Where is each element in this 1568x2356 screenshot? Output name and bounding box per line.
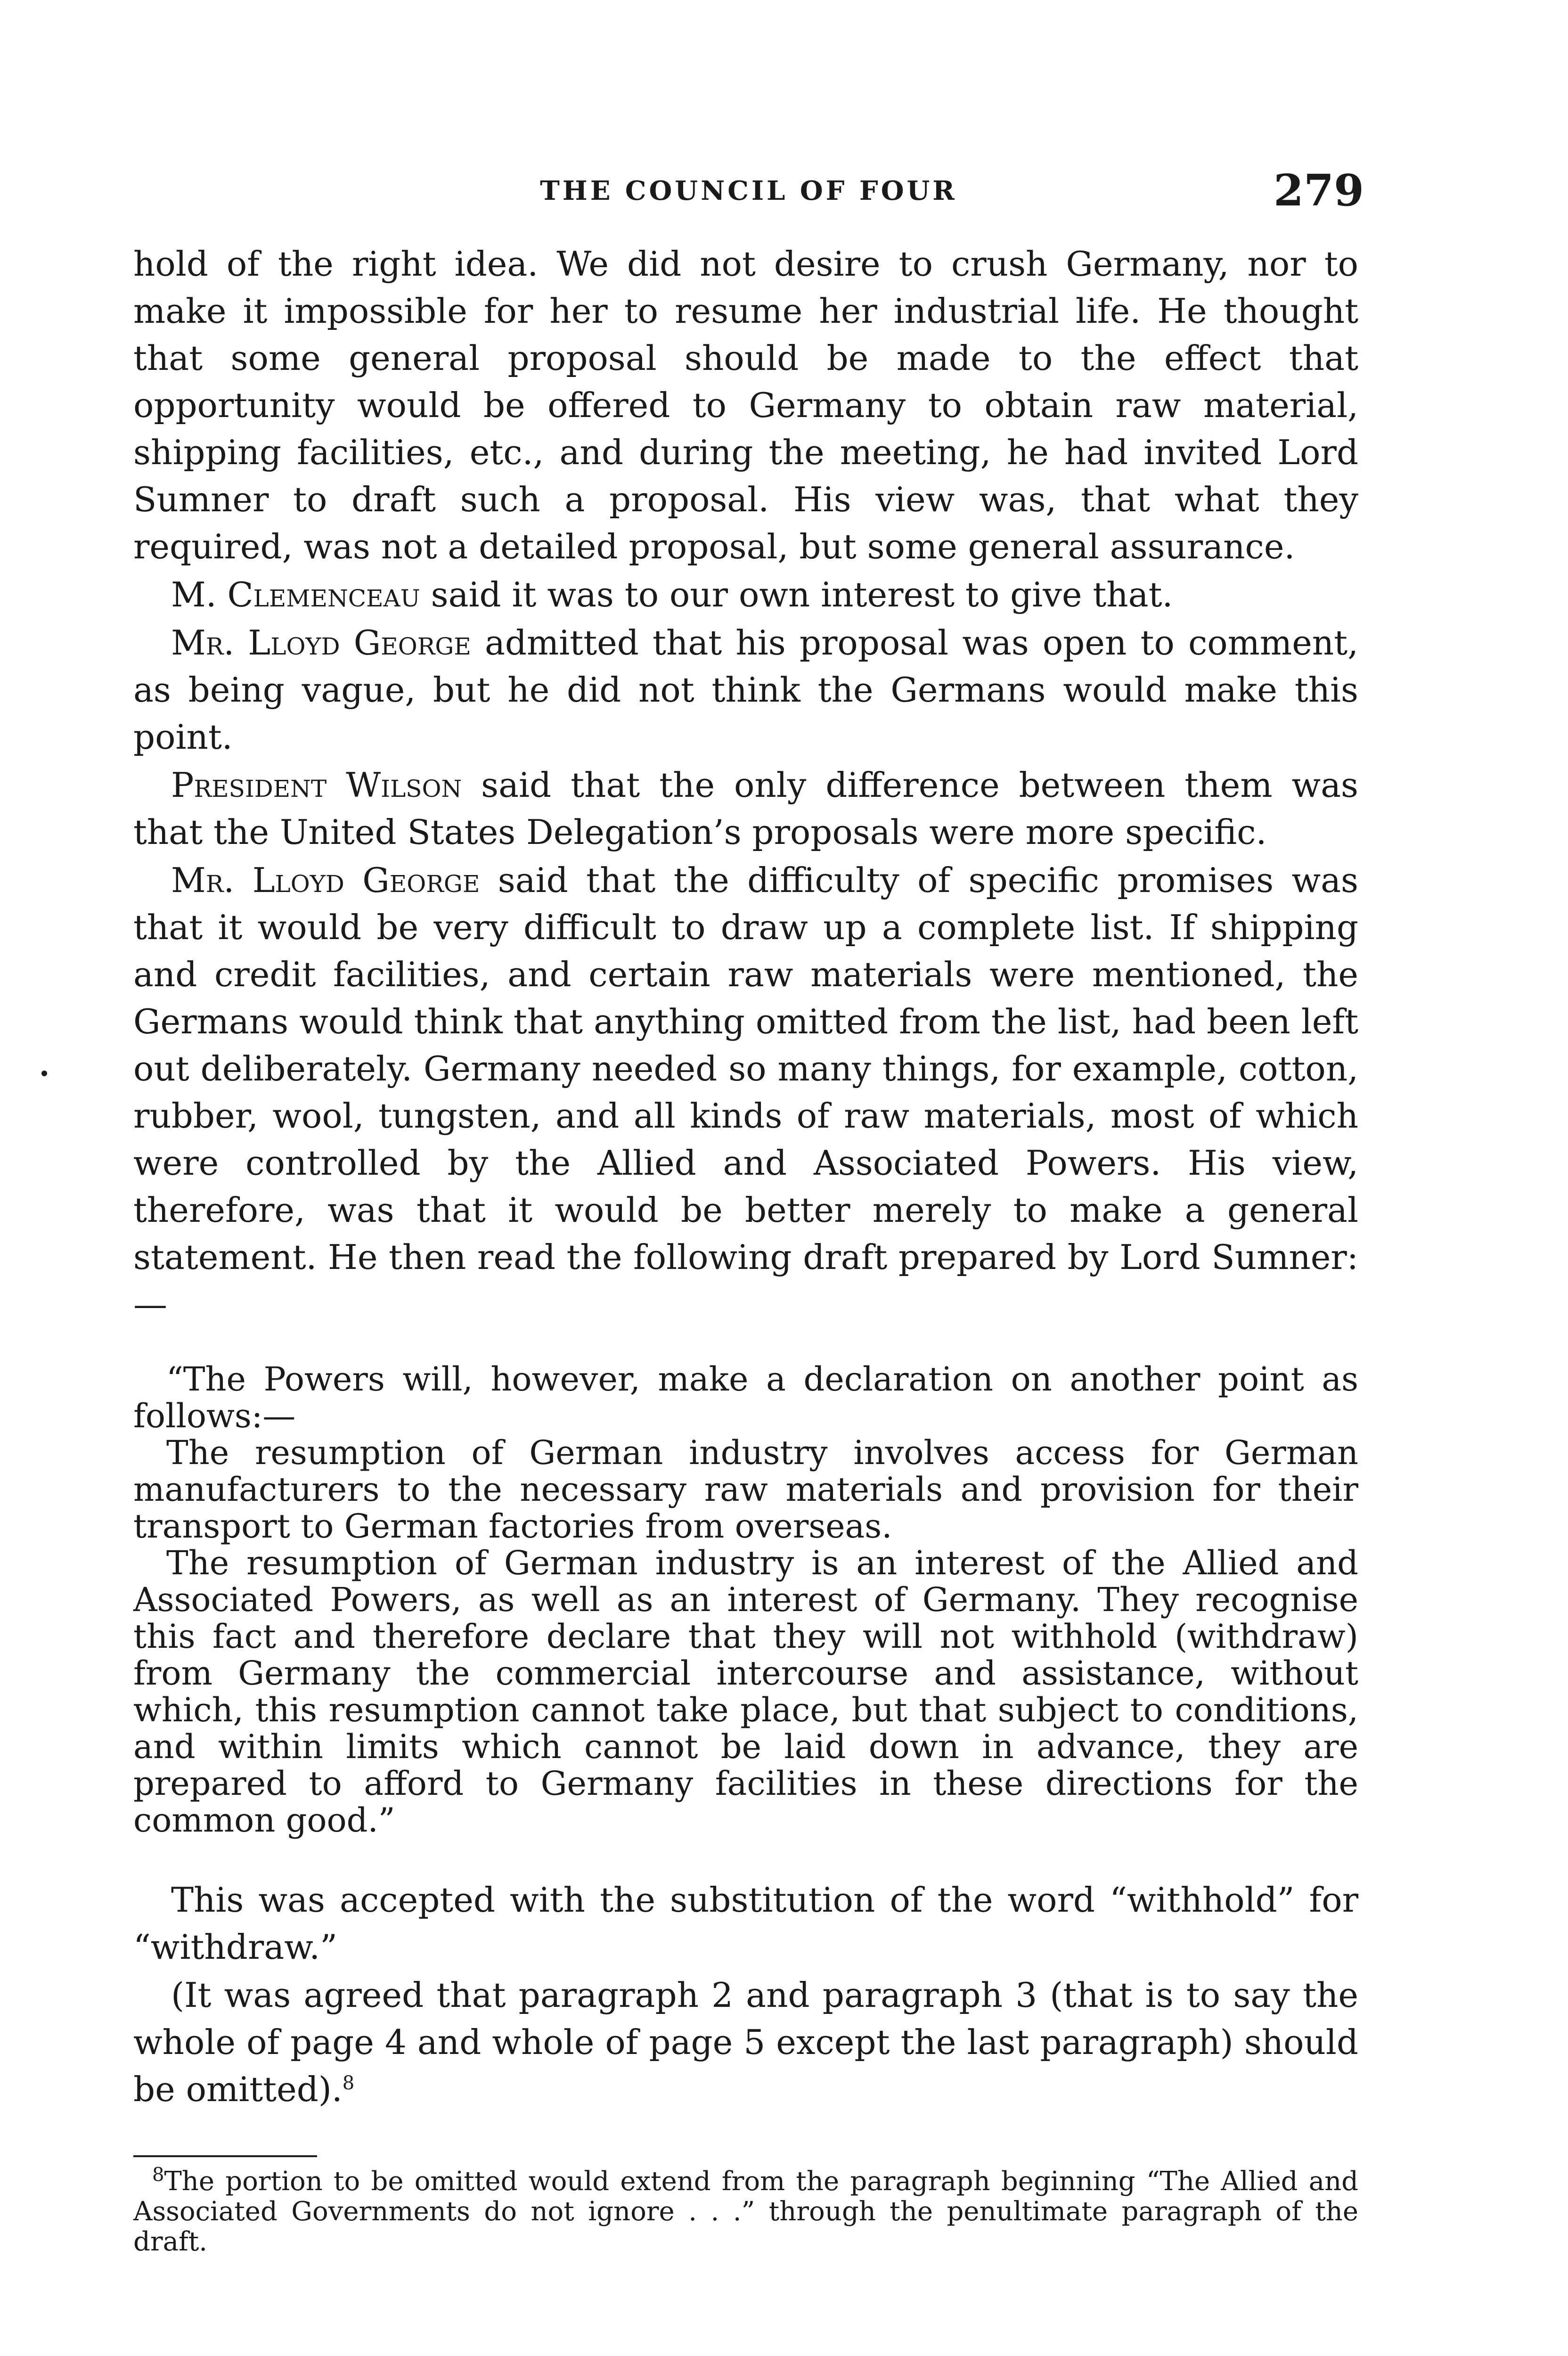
margin-mark xyxy=(41,1071,47,1076)
speaker-name: President Wilson xyxy=(171,765,462,805)
paragraph-text: (It was agreed that paragraph 2 and paragraph 3 (that is to say the whole of page 4 and whole of page 5 except the last paragraph) should be omitted). xyxy=(133,1975,1358,2109)
quote-paragraph: “The Powers will, however, make a declaration on another point as follows:— xyxy=(133,1360,1358,1435)
page-number: 279 xyxy=(1273,165,1364,216)
paragraph-text: said that the only difference between them was that the United States Delegation’s proposals were more specific. xyxy=(133,765,1358,852)
draft-quotation xyxy=(133,1361,1358,1839)
paragraph-agreed xyxy=(133,1972,1358,2113)
text-block xyxy=(133,240,1358,2257)
paragraph-text: said that the difficulty of specific promises was that it would be very difficult to draw up a complete list. If shipping and credit facilities, and certain raw materials were mentioned, the Germans would think that anything omitted from the list, had been left out deliberately. Germany needed so many things, for example, cotton, rubber, wool, tungsten, and all kinds of raw materials, most of which were controlled by the Allied and Associated Powers. His view, therefore, was that it would be better merely to make a general statement. He then read the following draft prepared by Lord Sumner:— xyxy=(133,860,1358,1324)
paragraph-text: said it was to our own interest to give that. xyxy=(420,575,1173,614)
footnote-text: The portion to be omitted would extend from the paragraph beginning “The Allied and Associated Governments do not ignore . . .” through the penultimate paragraph of the draft. xyxy=(133,2166,1358,2257)
paragraph-text: admitted that his proposal was open to comment, as being vague, but he did not think the Germans would make this point. xyxy=(133,623,1358,757)
paragraph-lloyd-george-2 xyxy=(133,857,1358,1328)
paragraph-wilson xyxy=(133,761,1358,856)
running-head xyxy=(133,165,1364,221)
footnote xyxy=(133,2164,1358,2257)
footnote-reference[interactable]: 8 xyxy=(342,2072,355,2094)
quote-paragraph: The resumption of German industry involves access for German manufacturers to the necessary raw materials and provision for their transport to German factories from overseas. xyxy=(133,1433,1358,1546)
closing-section xyxy=(133,1876,1358,2113)
footnote-divider xyxy=(133,2155,317,2157)
speaker-name: M. Clemenceau xyxy=(171,575,420,614)
speaker-name: Mr. Lloyd George xyxy=(171,623,471,663)
speaker-name: Mr. Lloyd George xyxy=(171,860,480,900)
paragraph-clemenceau xyxy=(133,571,1358,618)
paragraph-lloyd-george-1 xyxy=(133,619,1358,761)
paragraph-continuation: hold of the right idea. We did not desire to crush Germany, nor to make it impossible for her to resume her industrial life. He thought that some general proposal should be made to the effect that opportunity would be offered to Germany to obtain raw material, shipping facilities, etc., and during the meeting, he had invited Lord Sumner to draft such a proposal. His view was, that what they required, was not a detailed proposal, but some general assurance. xyxy=(133,244,1358,566)
quote-paragraph: The resumption of German industry is an interest of the Allied and Associated Powers, as well as an interest of Germany. They recognise this fact and therefore declare that they will not withhold (withdraw) from Germany the commercial intercourse and assistance, without which, this resumption cannot take place, but that subject to conditions, and within limits which cannot be laid down in advance, they are prepared to afford to Germany facilities in these directions for the common good.” xyxy=(133,1544,1358,1840)
paragraph-accepted: This was accepted with the substitution of the word “withhold” for “withdraw.” xyxy=(133,1880,1358,1967)
footnote-marker: 8 xyxy=(152,2164,164,2186)
running-title: THE COUNCIL OF FOUR xyxy=(540,175,957,206)
